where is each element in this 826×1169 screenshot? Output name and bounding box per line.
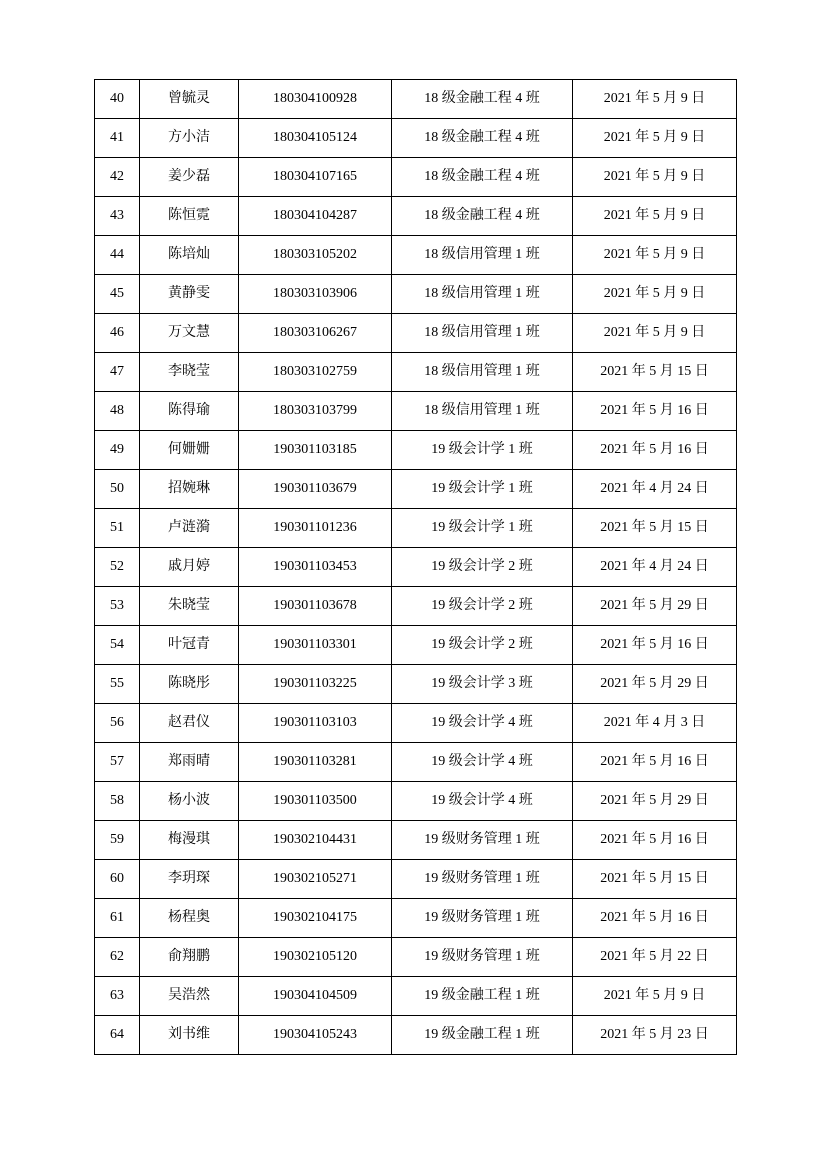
student-id: 180304105124	[239, 119, 392, 158]
table-row	[95, 392, 737, 431]
student-name: 刘书维	[140, 1016, 239, 1055]
student-id: 180303106267	[239, 314, 392, 353]
table-row	[95, 938, 737, 977]
date: 2021 年 5 月 16 日	[573, 821, 737, 860]
student-id: 190301103281	[239, 743, 392, 782]
student-id: 190301103679	[239, 470, 392, 509]
class-name: 18 级金融工程 4 班	[392, 80, 573, 119]
student-name: 梅漫琪	[140, 821, 239, 860]
row-number: 47	[95, 353, 140, 392]
student-id: 180304107165	[239, 158, 392, 197]
student-name: 李晓莹	[140, 353, 239, 392]
date: 2021 年 5 月 9 日	[573, 158, 737, 197]
class-name: 18 级信用管理 1 班	[392, 353, 573, 392]
table-row	[95, 80, 737, 119]
row-number: 57	[95, 743, 140, 782]
row-number: 40	[95, 80, 140, 119]
class-name: 19 级财务管理 1 班	[392, 860, 573, 899]
row-number: 56	[95, 704, 140, 743]
student-name: 叶冠青	[140, 626, 239, 665]
table-row	[95, 197, 737, 236]
class-name: 18 级信用管理 1 班	[392, 392, 573, 431]
table-row	[95, 704, 737, 743]
class-name: 19 级会计学 2 班	[392, 587, 573, 626]
date: 2021 年 5 月 29 日	[573, 587, 737, 626]
date: 2021 年 5 月 16 日	[573, 431, 737, 470]
student-id: 190302104175	[239, 899, 392, 938]
table-row	[95, 899, 737, 938]
student-id: 190302105120	[239, 938, 392, 977]
row-number: 42	[95, 158, 140, 197]
student-name: 朱晓莹	[140, 587, 239, 626]
date: 2021 年 5 月 22 日	[573, 938, 737, 977]
student-id: 180304104287	[239, 197, 392, 236]
table-row	[95, 665, 737, 704]
student-name: 郑雨晴	[140, 743, 239, 782]
student-name: 卢涟漪	[140, 509, 239, 548]
student-id: 190301103500	[239, 782, 392, 821]
class-name: 18 级金融工程 4 班	[392, 158, 573, 197]
table-row	[95, 1016, 737, 1055]
row-number: 54	[95, 626, 140, 665]
class-name: 19 级金融工程 1 班	[392, 1016, 573, 1055]
class-name: 19 级会计学 2 班	[392, 548, 573, 587]
roster-table	[94, 79, 737, 1055]
row-number: 63	[95, 977, 140, 1016]
student-name: 戚月婷	[140, 548, 239, 587]
student-name: 俞翔鹏	[140, 938, 239, 977]
row-number: 44	[95, 236, 140, 275]
row-number: 53	[95, 587, 140, 626]
row-number: 61	[95, 899, 140, 938]
student-name: 杨小波	[140, 782, 239, 821]
class-name: 19 级会计学 1 班	[392, 470, 573, 509]
date: 2021 年 5 月 16 日	[573, 899, 737, 938]
student-name: 姜少磊	[140, 158, 239, 197]
date: 2021 年 4 月 24 日	[573, 470, 737, 509]
date: 2021 年 5 月 15 日	[573, 860, 737, 899]
student-name: 吴浩然	[140, 977, 239, 1016]
row-number: 43	[95, 197, 140, 236]
date: 2021 年 5 月 29 日	[573, 665, 737, 704]
table-row	[95, 431, 737, 470]
date: 2021 年 5 月 15 日	[573, 353, 737, 392]
student-name: 何姗姗	[140, 431, 239, 470]
date: 2021 年 5 月 9 日	[573, 275, 737, 314]
student-id: 190301103678	[239, 587, 392, 626]
student-id: 190301103103	[239, 704, 392, 743]
table-row	[95, 626, 737, 665]
row-number: 64	[95, 1016, 140, 1055]
student-id: 180303102759	[239, 353, 392, 392]
class-name: 19 级会计学 1 班	[392, 431, 573, 470]
row-number: 45	[95, 275, 140, 314]
class-name: 18 级信用管理 1 班	[392, 236, 573, 275]
table-row	[95, 548, 737, 587]
student-id: 180303103799	[239, 392, 392, 431]
student-name: 方小洁	[140, 119, 239, 158]
student-name: 万文慧	[140, 314, 239, 353]
student-name: 杨程奥	[140, 899, 239, 938]
date: 2021 年 5 月 9 日	[573, 119, 737, 158]
student-name: 李玥琛	[140, 860, 239, 899]
student-name: 招婉琳	[140, 470, 239, 509]
class-name: 19 级会计学 4 班	[392, 704, 573, 743]
table-row	[95, 158, 737, 197]
class-name: 19 级财务管理 1 班	[392, 938, 573, 977]
table-row	[95, 743, 737, 782]
row-number: 55	[95, 665, 140, 704]
table-row	[95, 236, 737, 275]
date: 2021 年 5 月 16 日	[573, 626, 737, 665]
row-number: 50	[95, 470, 140, 509]
row-number: 49	[95, 431, 140, 470]
class-name: 19 级会计学 3 班	[392, 665, 573, 704]
table-row	[95, 821, 737, 860]
row-number: 48	[95, 392, 140, 431]
table-row	[95, 782, 737, 821]
table-row	[95, 119, 737, 158]
class-name: 19 级会计学 4 班	[392, 743, 573, 782]
date: 2021 年 5 月 15 日	[573, 509, 737, 548]
row-number: 41	[95, 119, 140, 158]
student-name: 陈得瑜	[140, 392, 239, 431]
date: 2021 年 5 月 9 日	[573, 80, 737, 119]
date: 2021 年 5 月 29 日	[573, 782, 737, 821]
date: 2021 年 4 月 3 日	[573, 704, 737, 743]
date: 2021 年 5 月 16 日	[573, 743, 737, 782]
date: 2021 年 5 月 9 日	[573, 977, 737, 1016]
class-name: 18 级信用管理 1 班	[392, 275, 573, 314]
date: 2021 年 5 月 9 日	[573, 236, 737, 275]
student-id: 190301101236	[239, 509, 392, 548]
class-name: 19 级会计学 4 班	[392, 782, 573, 821]
class-name: 19 级财务管理 1 班	[392, 821, 573, 860]
student-id: 190301103453	[239, 548, 392, 587]
student-id: 180303103906	[239, 275, 392, 314]
date: 2021 年 5 月 9 日	[573, 197, 737, 236]
student-id: 190301103225	[239, 665, 392, 704]
table-row	[95, 860, 737, 899]
table-row	[95, 587, 737, 626]
student-id: 190301103301	[239, 626, 392, 665]
student-id: 190302104431	[239, 821, 392, 860]
student-id: 190304105243	[239, 1016, 392, 1055]
class-name: 18 级金融工程 4 班	[392, 197, 573, 236]
class-name: 18 级金融工程 4 班	[392, 119, 573, 158]
student-name: 陈恒霓	[140, 197, 239, 236]
table-row	[95, 977, 737, 1016]
roster-table-body	[95, 80, 737, 1055]
class-name: 19 级金融工程 1 班	[392, 977, 573, 1016]
student-name: 陈培灿	[140, 236, 239, 275]
student-id: 180303105202	[239, 236, 392, 275]
class-name: 19 级会计学 2 班	[392, 626, 573, 665]
class-name: 19 级会计学 1 班	[392, 509, 573, 548]
row-number: 52	[95, 548, 140, 587]
table-row	[95, 353, 737, 392]
date: 2021 年 5 月 16 日	[573, 392, 737, 431]
row-number: 46	[95, 314, 140, 353]
student-name: 曾毓灵	[140, 80, 239, 119]
date: 2021 年 4 月 24 日	[573, 548, 737, 587]
row-number: 62	[95, 938, 140, 977]
student-id: 180304100928	[239, 80, 392, 119]
row-number: 59	[95, 821, 140, 860]
class-name: 18 级信用管理 1 班	[392, 314, 573, 353]
row-number: 58	[95, 782, 140, 821]
table-row	[95, 470, 737, 509]
student-id: 190301103185	[239, 431, 392, 470]
student-name: 黄静雯	[140, 275, 239, 314]
student-name: 陈晓彤	[140, 665, 239, 704]
row-number: 51	[95, 509, 140, 548]
student-id: 190304104509	[239, 977, 392, 1016]
student-id: 190302105271	[239, 860, 392, 899]
student-name: 赵君仪	[140, 704, 239, 743]
table-row	[95, 509, 737, 548]
table-row	[95, 275, 737, 314]
class-name: 19 级财务管理 1 班	[392, 899, 573, 938]
row-number: 60	[95, 860, 140, 899]
date: 2021 年 5 月 9 日	[573, 314, 737, 353]
date: 2021 年 5 月 23 日	[573, 1016, 737, 1055]
table-row	[95, 314, 737, 353]
